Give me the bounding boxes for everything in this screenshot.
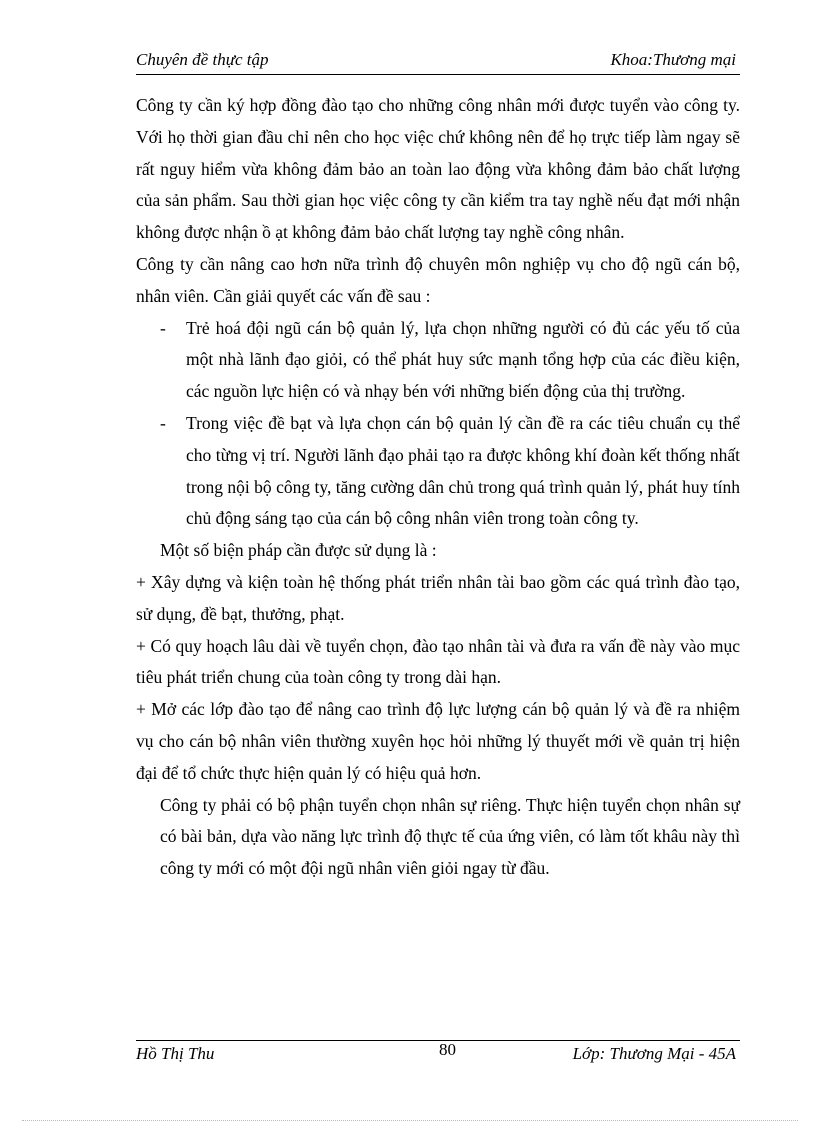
measure-talent-system: + Xây dựng và kiện toàn hệ thống phát triển nhân tài bao gồm các quá trình đào tạo, sử dụng, đề bạt, thưởng, phạt. — [136, 571, 740, 624]
page-bottom-edge — [22, 1120, 798, 1121]
header-document-type: Chuyên đề thực tập — [136, 50, 269, 69]
list-item-marker: - — [160, 412, 166, 433]
paragraph-improve-qualification: Công ty cần nâng cao hơn nữa trình độ chuyên môn nghiệp vụ cho độ ngũ cán bộ, nhân viên. Cần giải quyết các vấn đề sau : — [136, 253, 740, 306]
page-header — [136, 48, 740, 75]
list-item — [136, 408, 740, 535]
list-item — [136, 313, 740, 408]
measures-intro: Một số biện pháp cần được sử dụng là : — [160, 540, 437, 561]
issues-list — [136, 313, 740, 536]
paragraph-training-contract: Công ty cần ký hợp đồng đào tạo cho những công nhân mới được tuyển vào công ty. Với họ thời gian đầu chỉ nên cho học việc chứ không nên để họ trực tiếp làm ngay sẽ rất nguy hiểm vừa không đảm bảo an toàn lao động vừa không đảm bảo chất lượng của sản phẩm. Sau thời gian học việc công ty cần kiểm tra tay nghề nếu đạt mới nhận không được nhận ồ ạt không đảm bảo chất lượng tay nghề công nhân. — [136, 95, 740, 243]
list-item-text: Trong việc đề bạt và lựa chọn cán bộ quản lý cần đề ra các tiêu chuẩn cụ thể cho từng vị trí. Người lãnh đạo phải tạo ra được không khí đoàn kết thống nhất trong nội bộ công ty, tăng cường dân chủ trong quá trình quản lý, phát huy tính chủ động sáng tạo của cán bộ công nhân viên trong toàn công ty. — [186, 412, 740, 529]
measure-training-courses: + Mở các lớp đào tạo để nâng cao trình độ lực lượng cán bộ quản lý và đề ra nhiệm vụ cho cán bộ nhân viên thường xuyên học hỏi những lý thuyết mới về quản trị hiện đại để tổ chức thực hiện quản lý có hiệu quả hơn. — [136, 699, 740, 783]
footer-author: Hồ Thị Thu — [136, 1044, 215, 1063]
footer-class: Lớp: Thương Mại - 45A — [572, 1044, 736, 1063]
paragraph-recruitment-department: Công ty phải có bộ phận tuyển chọn nhân sự riêng. Thực hiện tuyển chọn nhân sự có bài bản, dựa vào năng lực trình độ thực tế của ứng viên, có làm tốt khâu này thì công ty mới có một đội ngũ nhân viên giỏi ngay từ đầu. — [160, 794, 740, 879]
list-item-text: Trẻ hoá đội ngũ cán bộ quản lý, lựa chọn những người có đủ các yếu tố của một nhà lãnh đạo giỏi, có thể phát huy sức mạnh tổng hợp của các điều kiện, các nguồn lực hiện có và nhạy bén với những biến động của thị trường. — [186, 317, 740, 402]
list-item-marker: - — [160, 317, 166, 338]
document-body — [136, 90, 740, 885]
header-faculty: Khoa:Thương mại — [610, 50, 736, 69]
measure-long-term-planning: + Có quy hoạch lâu dài về tuyển chọn, đào tạo nhân tài và đưa ra vấn đề này vào mục tiêu phát triển chung của toàn công ty trong dài hạn. — [136, 635, 740, 688]
page-footer — [136, 1040, 740, 1071]
page-number: 80 — [439, 1040, 456, 1059]
